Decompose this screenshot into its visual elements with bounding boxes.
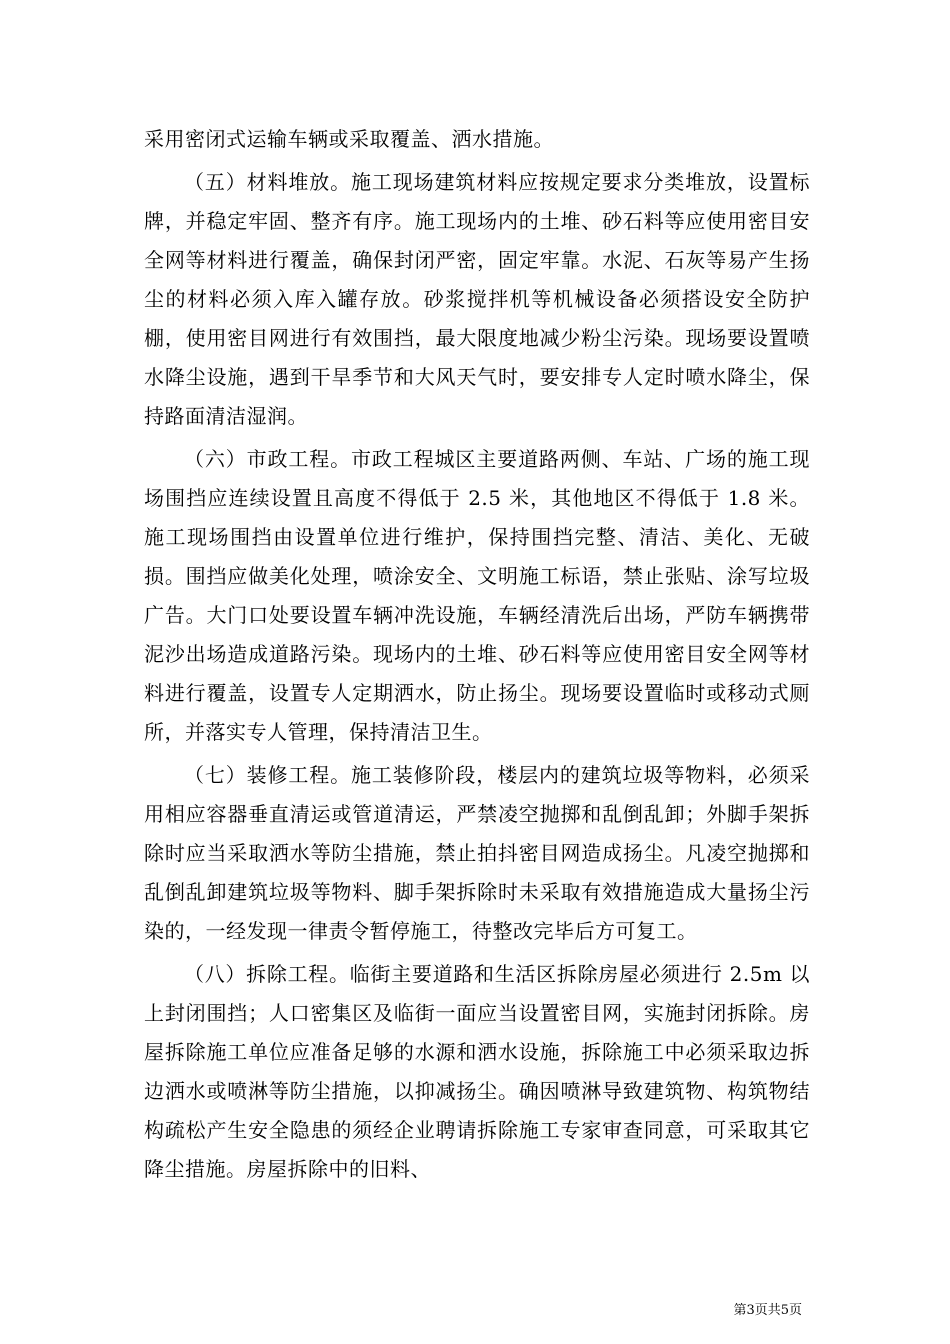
document-body: [144, 120, 810, 1189]
paragraph-demolition-engineering: （八）拆除工程。临街主要道路和生活区拆除房屋必须进行 2.5m 以上封闭围挡；人口密集区及临街一面应当设置密目网，实施封闭拆除。房屋拆除施工单位应准备足够的水源和洒水设施，拆除施工中必须采取边拆边洒水或喷淋等防尘措施，以抑减扬尘。确因喷淋导致建筑物、构筑物结构疏松产生安全隐患的须经企业聘请拆除施工专家审查同意，可采取其它降尘措施。房屋拆除中的旧料、: [144, 962, 810, 1181]
paragraph-decoration-engineering: （七）装修工程。施工装修阶段，楼层内的建筑垃圾等物料，必须采用相应容器垂直清运或管道清运，严禁凌空抛掷和乱倒乱卸；外脚手架拆除时应当采取洒水等防尘措施，禁止拍抖密目网造成扬尘。凡凌空抛掷和乱倒乱卸建筑垃圾等物料、脚手架拆除时未采取有效措施造成大量扬尘污染的，一经发现一律责令暂停施工，待整改完毕后方可复工。: [144, 763, 810, 943]
paragraph-continuation: 采用密闭式运输车辆或采取覆盖、洒水措施。: [144, 127, 554, 151]
paragraph-municipal-engineering: （六）市政工程。市政工程城区主要道路两侧、车站、广场的施工现场围挡应连续设置且高度不得低于 2.5 米，其他地区不得低于 1.8 米。施工现场围挡由设置单位进行维护，保持围挡完整、清洁、美化、无破损。围挡应做美化处理，喷涂安全、文明施工标语，禁止张贴、涂写垃圾广告。大门口处要设置车辆冲洗设施，车辆经清洗后出场，严防车辆携带泥沙出场造成道路污染。现场内的土堆、砂石料等应使用密目安全网等材料进行覆盖，设置专人定期洒水，防止扬尘。现场要设置临时或移动式厕所，并落实专人管理，保持清洁卫生。: [144, 447, 810, 744]
paragraph-material-stacking: （五）材料堆放。施工现场建筑材料应按规定要求分类堆放，设置标牌，并稳定牢固、整齐有序。施工现场内的土堆、砂石料等应使用密目安全网等材料进行覆盖，确保封闭严密，固定牢靠。水泥、石灰等易产生扬尘的材料必须入库入罐存放。砂浆搅拌机等机械设备必须搭设安全防护棚，使用密目网进行有效围挡，最大限度地减少粉尘污染。现场要设置喷水降尘设施，遇到干旱季节和大风天气时，要安排专人定时喷水降尘，保持路面清洁湿润。: [144, 170, 810, 428]
page-number-footer: 第3页共5页: [733, 1303, 802, 1318]
